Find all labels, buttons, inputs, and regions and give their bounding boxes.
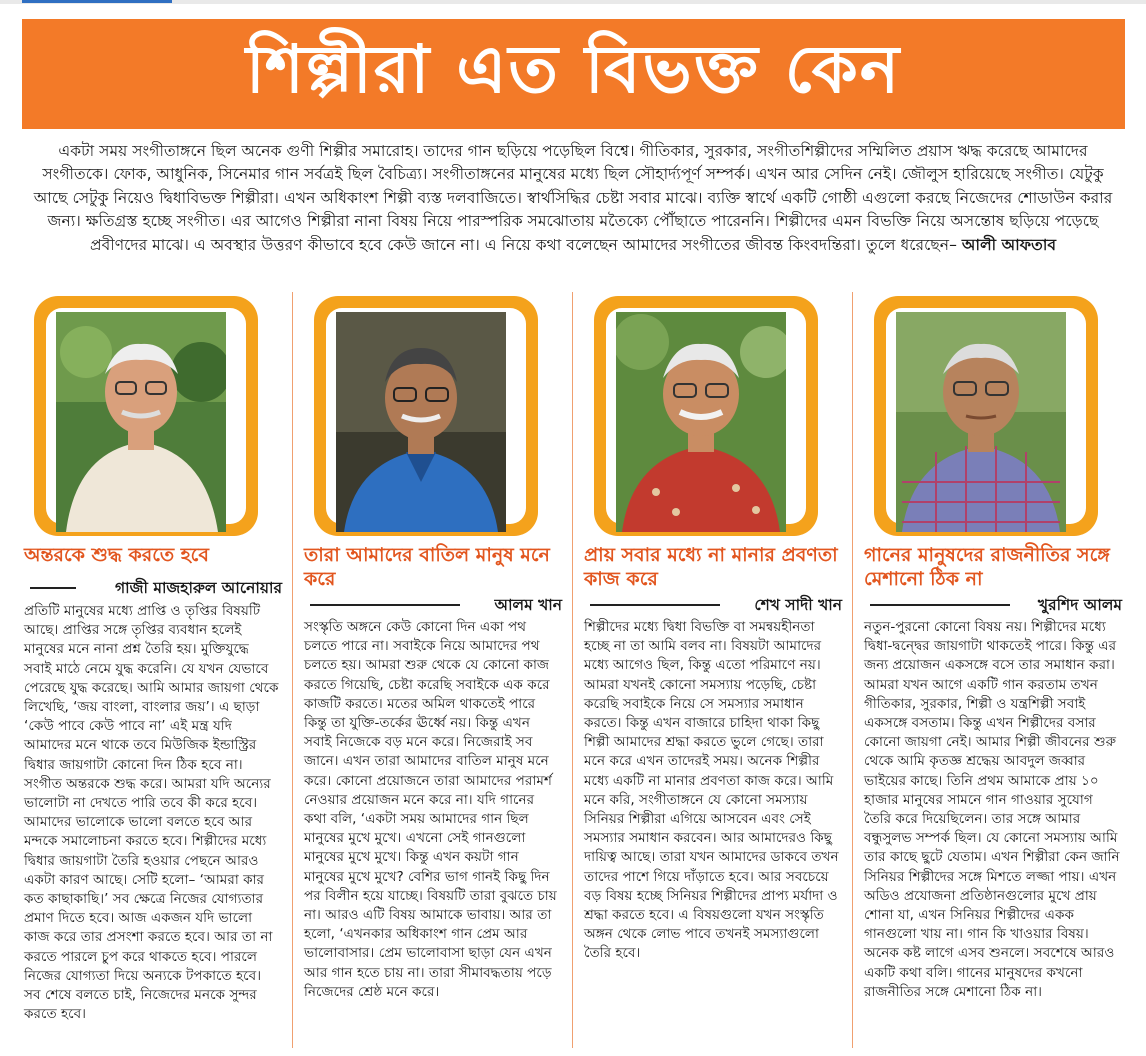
column-divider xyxy=(292,292,293,1048)
column-heading: অন্তরকে শুদ্ধ করতে হবে xyxy=(24,544,209,566)
portrait-frame xyxy=(594,296,818,536)
portrait-photo xyxy=(56,312,226,532)
portrait-photo xyxy=(616,312,786,532)
interviewee-name: খুরশিদ আলম xyxy=(1037,596,1122,614)
interviewee-name: শেখ সাদী খান xyxy=(754,596,842,614)
interviewee-byline xyxy=(584,593,842,615)
column-body: নতুন-পুরনো কোনো বিষয় নয়। শিল্পীদের মধ্যে দ্বিধা-দ্বন্দ্বের জায়গাটা থাকতেই পারে। কিন্তু এর জন্য প্রয়োজন একসঙ্গে বসে তার সমাধান করা। আমরা যখন আগে একটি গান করতাম তখন গীতিকার, সুরকার, শিল্পী ও যন্ত্রশিল্পী সবাই একসঙ্গে বসতাম। কিন্তু এখন শিল্পীদের বসার কোনো জায়গা নেই। আমার শিল্পী জীবনের শুরু থেকে আমি কৃতজ্ঞ শ্রদ্ধেয় আবদুল জব্বার ভাইয়ের কাছে। তিনি প্রথম আমাকে প্রায় ১০ হাজার মানুষের সামনে গান গাওয়ার সুযোগ তৈরি করে দিয়েছিলেন। তার সঙ্গে আমার বন্ধুসুলভ সম্পর্ক ছিল। যে কোনো সমস্যায় আমি তার কাছে ছুটে যেতাম। এখন শিল্পীরা কেন জানি সিনিয়র শিল্পীদের সঙ্গে মিশতে লজ্জা পায়। এখন অডিও প্রযোজনা প্রতিষ্ঠানগুলোর মুখে প্রায় শোনা যা, এখন সিনিয়র শিল্পীদের একক গানগুলো খায় না। গান কি খাওয়ার বিষয়। অনেক কষ্ট লাগে এসব শুনলে। সবশেষে আরও একটি কথা বলি। গানের মানুষদের কখনো রাজনীতির সঙ্গে মেশানো ঠিক না। xyxy=(864,619,1120,1000)
column-body: শিল্পীদের মধ্যে দ্বিধা বিভক্তি বা সমন্বয়হীনতা হচ্ছে না তা আমি বলব না। বিষয়টা আমাদের মধ্যে আগেও ছিল, কিন্তু এতো পরিমাণে নয়। আমরা যখনই কোনো সমস্যায় পড়েছি, চেষ্টা করেছি সবাইকে নিয়ে সে সমস্যার সমাধান করতে। কিন্তু এখন বাজারে চাহিদা থাকা কিছু শিল্পী আমাদের শ্রদ্ধা করতে ভুলে গেছে। তারা মনে করে এখন তাদেরই সময়। অনেক শিল্পীর মধ্যে একটি না মানার প্রবণতা কাজ করে। আমি মনে করি, সংগীতাঙ্গনে যে কোনো সমস্যায় সিনিয়র শিল্পীরা এগিয়ে আসবেন এবং সেই সমস্যার সমাধান করবেন। আর আমাদেরও কিছু দায়িত্ব আছে। তারা যখন আমাদের ডাকবে তখন তাদের পাশে গিয়ে দাঁড়াতে হবে। আর সবচেয়ে বড় বিষয় হচ্ছে সিনিয়র শিল্পীদের প্রাপ্য মর্যাদা ও শ্রদ্ধা করতে হবে। এ বিষয়গুলো যখন সংস্কৃতি অঙ্গন থেকে লোভ পাবে তখনই সমস্যাগুলো তৈরি হবে। xyxy=(584,619,839,962)
intro-byline: আলী আফতাব xyxy=(961,235,1057,254)
interviewee-byline xyxy=(24,576,282,598)
top-rule xyxy=(0,0,1146,4)
column-heading: প্রায় সবার মধ্যে না মানার প্রবণতা কাজ করে xyxy=(584,544,838,590)
column-heading: তারা আমাদের বাতিল মানুষ মনে করে xyxy=(304,544,550,590)
interview-column-4 xyxy=(864,292,1122,1052)
portrait-photo xyxy=(336,312,506,532)
intro-text: একটা সময় সংগীতাঙ্গনে ছিল অনেক গুণী শিল্পীর সমারোহ। তাদের গান ছড়িয়ে পড়েছিল বিশ্বে। গীতিকার, সুরকার, সংগীতশিল্পীদের সম্মিলিত প্রয়াস ঋদ্ধ করেছে আমাদের সংগীতকে। ফোক, আধুনিক, সিনেমার গান সর্বত্রই ছিল বৈচিত্র্য। সংগীতাঙ্গনের মানুষের মধ্যে ছিল সৌহার্দ্যপূর্ণ সম্পর্ক। এখন আর সেদিন নেই। জৌলুস হারিয়েছে সংগীত। যেটুকু আছে সেটুকু নিয়েও দ্বিধাবিভক্ত শিল্পীরা। এখন অধিকাংশ শিল্পী ব্যস্ত দলবাজিতে। স্বার্থসিদ্ধির চেষ্টা সবার মাঝে। ব্যক্তি স্বার্থে একটি গোষ্ঠী এগুলো করছে নিজেদের শোডাউন করার জন্য। ক্ষতিগ্রস্ত হচ্ছে সংগীত। এর আগেও শিল্পীরা নানা বিষয় নিয়ে পারস্পরিক সমঝোতায় মতৈক্যে পৌঁছাতে পারেননি। শিল্পীদের এমন বিভক্তি নিয়ে অসন্তোষ ছড়িয়ে পড়েছে প্রবীণদের মাঝে। এ অবস্থার উত্তরণ কীভাবে হবে কেউ জানে না। এ নিয়ে কথা বলেছেন আমাদের সংগীতের জীবন্ত কিংবদন্তিরা। তুলে ধরেছেন– xyxy=(33,142,1113,254)
interview-column-3 xyxy=(584,292,842,1052)
byline-dash xyxy=(870,604,1010,606)
column-body: সংস্কৃতি অঙ্গনে কেউ কোনো দিন একা পথ চলতে পারে না। সবাইকে নিয়ে আমাদের পথ চলতে হয়। আমরা শুরু থেকে যে কোনো কাজ করতে গিয়েছি, চেষ্টা করেছি সবাইকে এক করে কাজটি করতে। মতের অমিল থাকতেই পারে কিন্তু তা যুক্তি-তর্কের ঊর্ধ্বে নয়। কিন্তু এখন সবাই নিজেকে বড় মনে করে। নিজেরাই সব জানে। এখন তারা আমাদের বাতিল মানুষ মনে করে। কোনো প্রয়োজনে তারা আমাদের পরামর্শ নেওয়ার প্রয়োজন মনে করে না। যদি গানের কথা বলি, ‘একটা সময় আমাদের গান ছিল মানুষের মুখে মুখে। এখনো সেই গানগুলো মানুষের মুখে মুখে। কিন্তু এখন কয়টা গান মানুষের মুখে মুখে? বেশির ভাগ গানই কিছু দিন পর বিলীন হয়ে যাচ্ছে। বিষয়টি তারা বুঝতে চায় না। আরও এটি বিষয় আমাকে ভাবায়। আর তা হলো, ‘এখনকার অধিকাংশ গান প্রেম আর ভালোবাসার। প্রেম ভালোবাসা ছাড়া যেন এখন আর গান হতে চায় না। তারা সীমাবদ্ধতায় পড়ে নিজেদের শ্রেষ্ঠ মনে করে। xyxy=(304,619,557,1000)
interviewee-byline xyxy=(864,593,1122,615)
interviewee-name: গাজী মাজহারুল আনোয়ার xyxy=(114,579,282,597)
interviewee-byline xyxy=(304,593,562,615)
portrait-frame xyxy=(34,296,258,536)
column-heading: গানের মানুষদের রাজনীতির সঙ্গে মেশানো ঠিক না xyxy=(864,544,1110,590)
byline-dash xyxy=(30,587,76,589)
column-divider xyxy=(572,292,573,1048)
portrait-photo xyxy=(896,312,1066,532)
column-divider xyxy=(852,292,853,1048)
headline: শিল্পীরা এত বিভক্ত কেন xyxy=(245,31,902,108)
intro-paragraph xyxy=(28,140,1118,257)
column-body: প্রতিটি মানুষের মধ্যে প্রাপ্তি ও তৃপ্তির বিষয়টি আছে। প্রাপ্তির সঙ্গে তৃপ্তির ব্যবধান হলেই মানুষের মনে নানা প্রশ্ন তৈরি হয়। মুক্তিযুদ্ধে সবাই মাঠে নেমে যুদ্ধ করেনি। যে যখন যেভাবে পেরেছে যুদ্ধ করেছে। আমি আমার জায়গা থেকে লিখেছি, ‘জয় বাংলা, বাংলার জয়’। এ ছাড়া ‘কেউ পাবে কেউ পাবে না’ এই মন্ত্র যদি আমাদের মনে থাকে তবে মিউজিক ইন্ডাস্ট্রির দ্বিধার জায়গাটা কোনো দিন ঠিক হবে না। সংগীত অন্তরকে শুদ্ধ করে। আমরা যদি অন্যের ভালোটা না দেখতে পারি তবে কী করে হবে। আমাদের ভালোকে ভালো বলতে হবে আর মন্দকে সমালোচনা করতে হবে। শিল্পীদের মধ্যে দ্বিধার জায়গাটা তৈরি হওয়ার পেছনে আরও একটা কারণ আছে। সেটি হলো– ‘আমরা কার কত কাছাকাছি।’ সব ক্ষেত্রে নিজের যোগ্যতার প্রমাণ দিতে হবে। আজ একজন যদি ভালো কাজ করে তার প্রসংশা করতে হবে। আর তা না করতে পারলে চুপ করে থাকতে হবে। পারলে নিজের যোগ্যতা দিয়ে অন্যকে টপকাতে হবে। সব শেষে বলতে চাই, নিজেদের মনকে সুন্দর করতে হবে। xyxy=(24,603,279,1023)
portrait-frame xyxy=(874,296,1098,536)
interview-column-2 xyxy=(304,292,562,1052)
byline-dash xyxy=(310,604,460,606)
interviewee-name: আলম খান xyxy=(494,596,562,614)
portrait-frame xyxy=(314,296,538,536)
headline-banner xyxy=(22,19,1125,129)
top-rule-accent xyxy=(22,0,172,3)
interview-column-1 xyxy=(24,292,282,1052)
byline-dash xyxy=(590,604,720,606)
